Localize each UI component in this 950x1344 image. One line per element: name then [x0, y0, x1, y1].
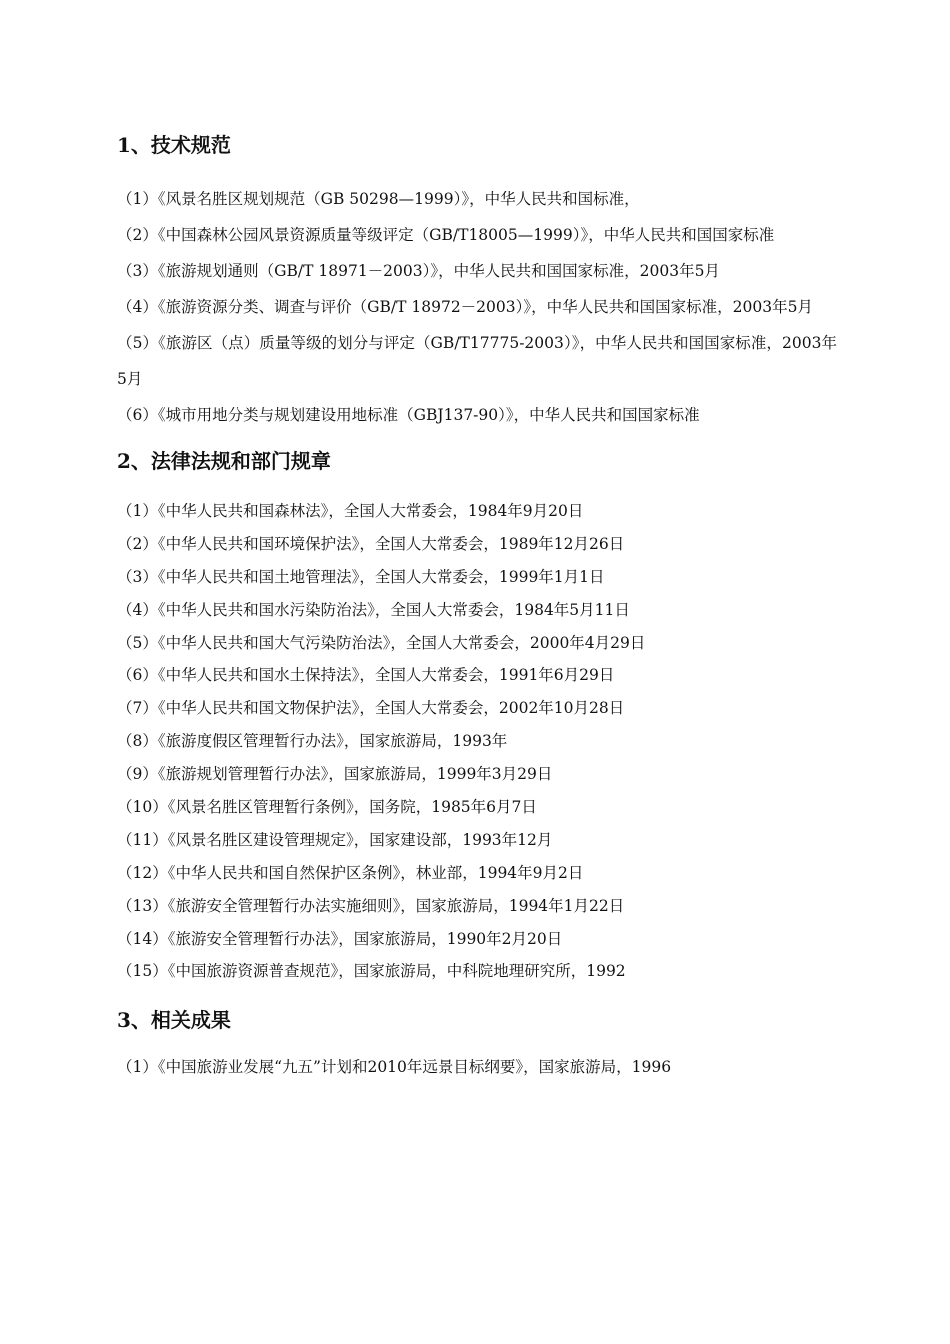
related-results-list — [117, 1051, 837, 1084]
list-item: （12）《中华人民共和国自然保护区条例》，林业部，1994年9月2日 — [117, 863, 584, 882]
list-item: （14）《旅游安全管理暂行办法》，国家旅游局，1990年2月20日 — [117, 929, 563, 948]
list-item: （2）《中华人民共和国环境保护法》，全国人大常委会，1989年12月26日 — [117, 534, 625, 553]
list-item: （2）《中国森林公园风景资源质量等级评定（GB/T18005—1999）》，中华人民共和国国家标准 — [117, 226, 775, 244]
list-item: （1）《风景名胜区规划规范（GB 50298—1999）》，中华人民共和国标准， — [117, 190, 640, 208]
list-item: （4）《旅游资源分类、调查与评价（GB/T 18972－2003）》，中华人民共和国国家标准，2003年5月 — [117, 298, 813, 316]
list-item: （11）《风景名胜区建设管理规定》，国家建设部，1993年12月 — [117, 830, 553, 849]
list-item: （1）《中国旅游业发展“九五”计划和2010年远景目标纲要》，国家旅游局，1996 — [117, 1058, 672, 1077]
list-item: （6）《城市用地分类与规划建设用地标准（GBJ137-90）》，中华人民共和国国家标准 — [117, 406, 700, 424]
section-heading-related-results: 3、相关成果 — [117, 1008, 231, 1033]
laws-regulations-list — [117, 495, 837, 988]
list-item: （13）《旅游安全管理暂行办法实施细则》，国家旅游局，1994年1月22日 — [117, 896, 625, 915]
list-item: （1）《中华人民共和国森林法》，全国人大常委会，1984年9月20日 — [117, 502, 584, 520]
list-item: （15）《中国旅游资源普查规范》，国家旅游局，中科院地理研究所，1992 — [117, 962, 626, 981]
list-item: （4）《中华人民共和国水污染防治法》，全国人大常委会，1984年5月11日 — [117, 600, 630, 619]
list-item: （5）《旅游区（点）质量等级的划分与评定（GB/T17775-2003）》，中华人民共和国国家标准，2003年5月 — [117, 334, 837, 388]
list-item: （10）《风景名胜区管理暂行条例》，国务院，1985年6月7日 — [117, 798, 537, 817]
document-content — [117, 128, 837, 1084]
list-item: （5）《中华人民共和国大气污染防治法》，全国人大常委会，2000年4月29日 — [117, 633, 646, 652]
section-heading-laws-regulations: 2、法律法规和部门规章 — [117, 449, 331, 473]
list-item: （6）《中华人民共和国水土保持法》，全国人大常委会，1991年6月29日 — [117, 666, 615, 685]
technical-standards-list — [117, 181, 837, 433]
list-item: （7）《中华人民共和国文物保护法》，全国人大常委会，2002年10月28日 — [117, 699, 625, 718]
list-item: （3）《中华人民共和国土地管理法》，全国人大常委会，1999年1月1日 — [117, 567, 605, 586]
list-item: （8）《旅游度假区管理暂行办法》，国家旅游局，1993年 — [117, 732, 508, 751]
section-heading-technical-standards: 1、技术规范 — [117, 133, 231, 157]
list-item: （9）《旅游规划管理暂行办法》，国家旅游局，1999年3月29日 — [117, 765, 553, 784]
list-item: （3）《旅游规划通则（GB/T 18971－2003）》，中华人民共和国国家标准，2003年5月 — [117, 262, 720, 280]
